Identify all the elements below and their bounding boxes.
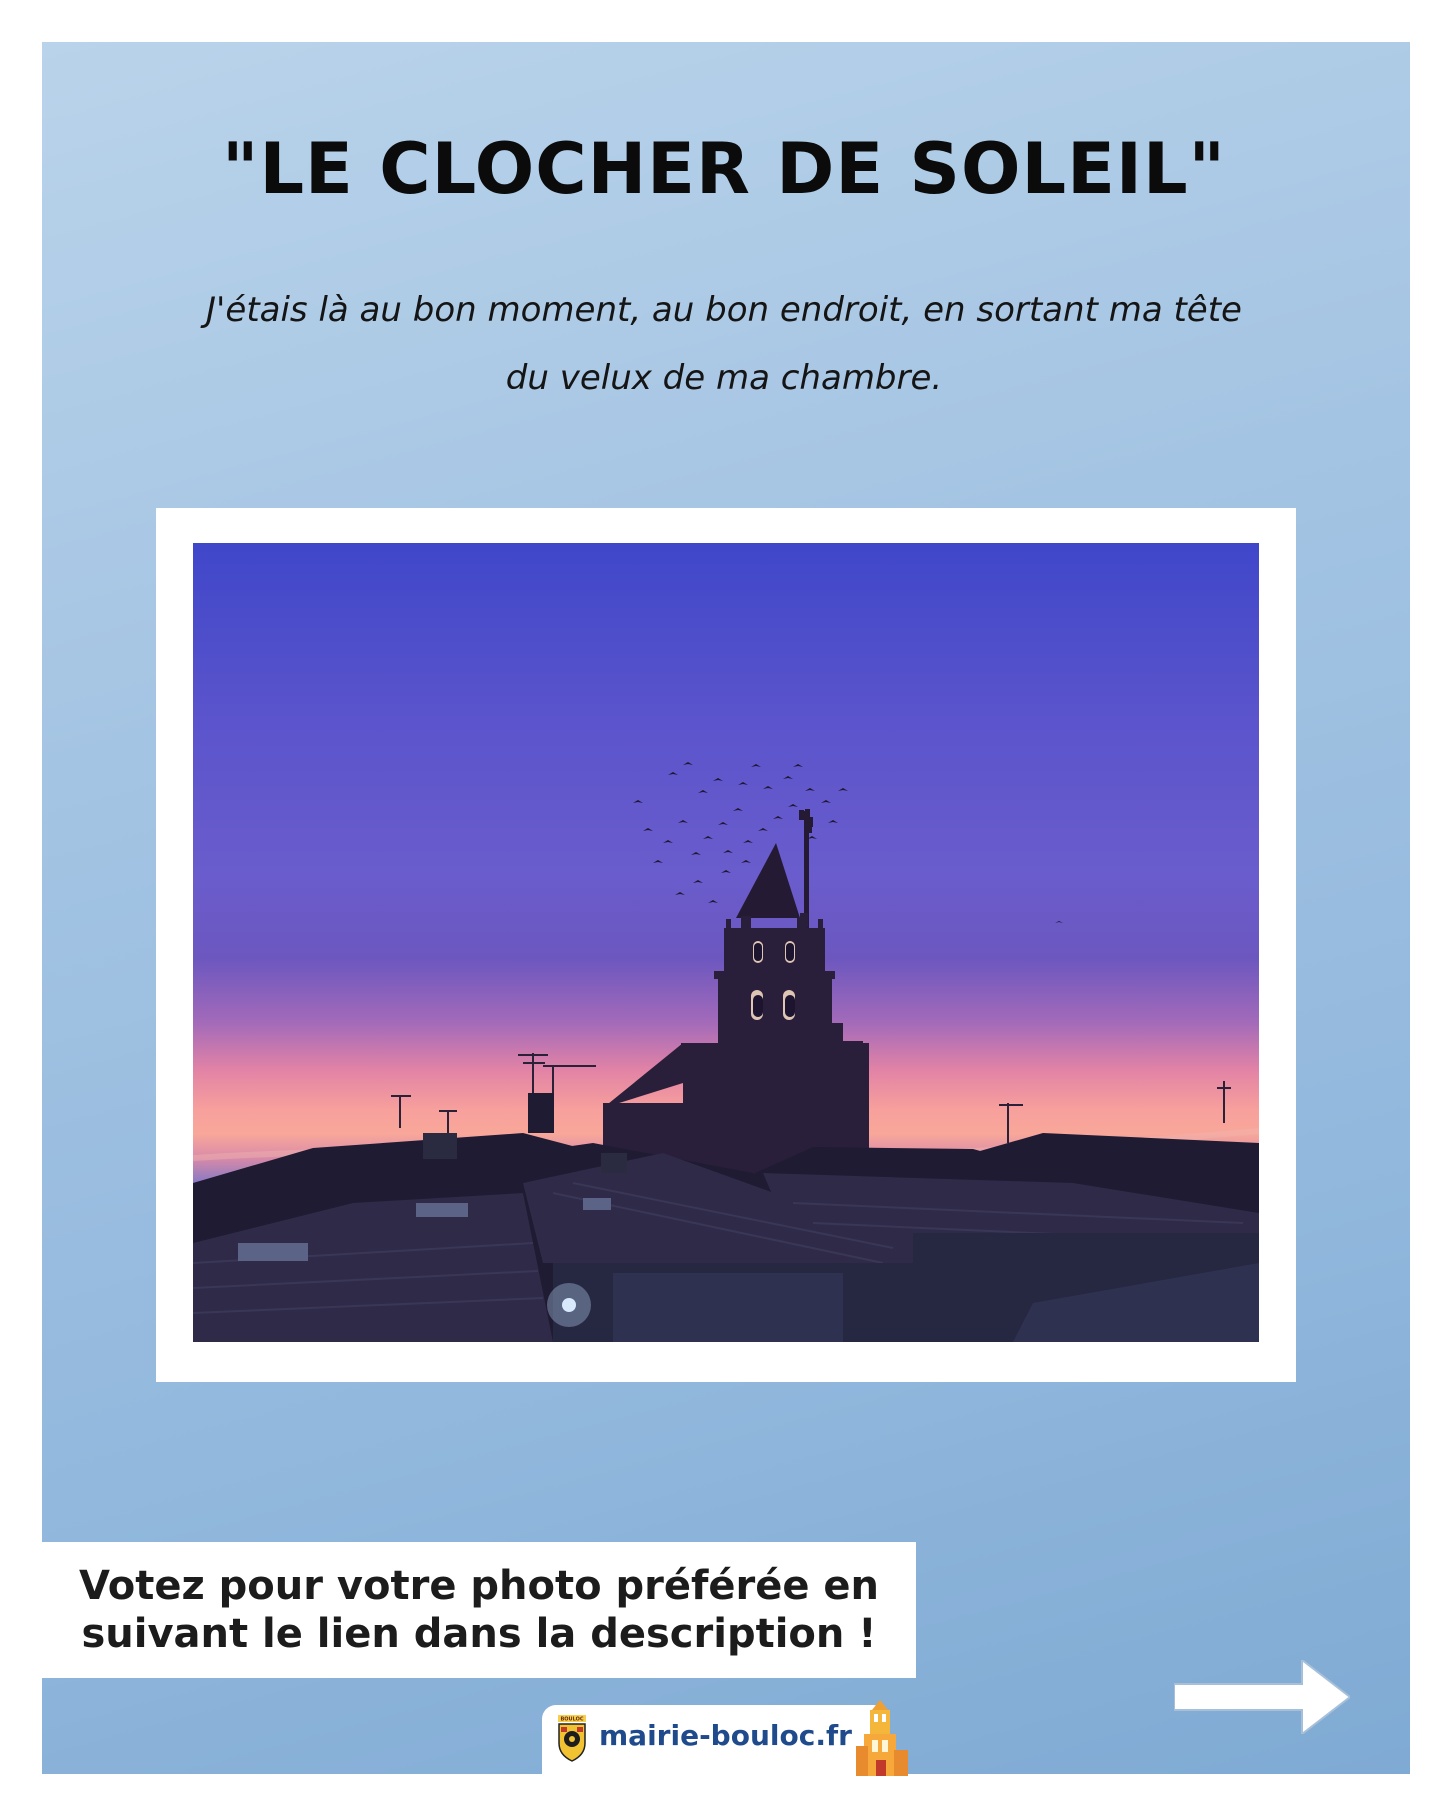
vote-line-1: Votez pour votre photo préférée en	[78, 1563, 880, 1609]
subtitle-line-2: du velux de ma chambre.	[505, 358, 943, 398]
vote-line-2: suivant le lien dans la description !	[81, 1611, 877, 1657]
subtitle	[170, 276, 1278, 412]
vote-callout	[42, 1542, 916, 1678]
crest-text: BOULOC	[560, 1716, 584, 1723]
photo-frame	[156, 508, 1296, 1382]
subtitle-line-1: J'étais là au bon moment, au bon endroit, en sortant ma tête	[206, 290, 1242, 330]
page-title: "LE CLOCHER DE SOLEIL"	[221, 128, 1227, 210]
footer-url[interactable]: mairie-bouloc.fr	[599, 1719, 852, 1752]
footer-url-pill[interactable]	[542, 1705, 887, 1774]
right-arrow-icon[interactable]	[1174, 1660, 1350, 1734]
church-illustration-icon	[850, 1700, 914, 1776]
sunset-photo	[193, 543, 1259, 1342]
bouloc-crest-icon	[556, 1715, 588, 1763]
vote-text	[42, 1562, 916, 1658]
